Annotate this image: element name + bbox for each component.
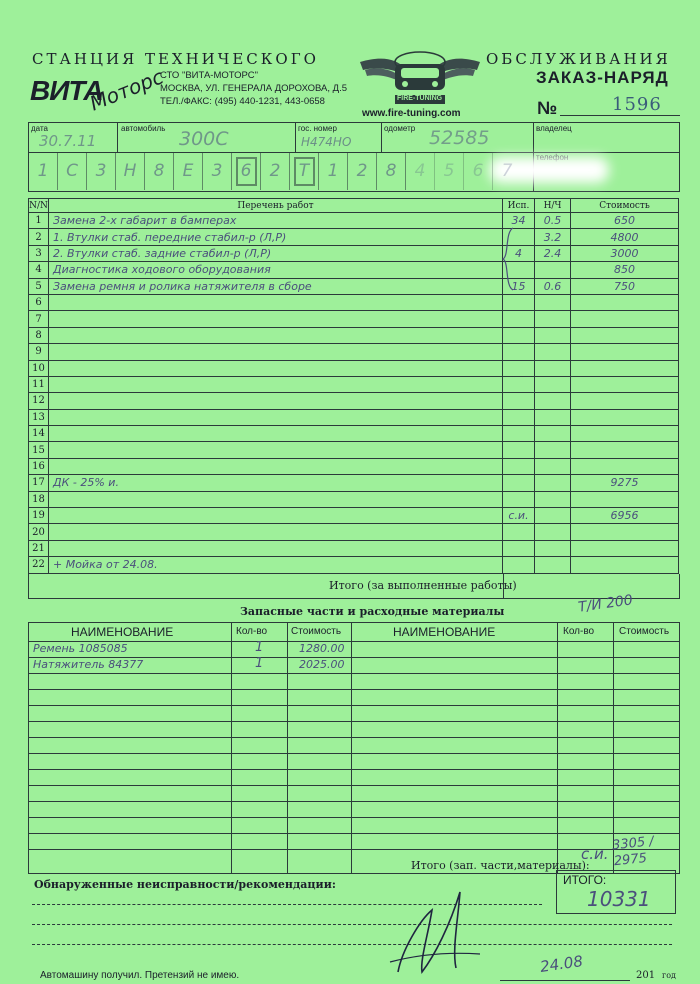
work-row-exec: с.и. [503,508,535,524]
parts-grid-line [29,737,679,738]
work-row-num: 22 [29,557,49,573]
work-row-cost [571,327,679,343]
works-total-label: Итого (за выполненные работы) [329,578,517,592]
company-phone: ТЕЛ./ФАКС: (495) 440-1231, 443-0658 [160,96,325,107]
work-row-exec [503,540,535,556]
work-row-cost: 750 [571,278,679,294]
work-row-num: 14 [29,426,49,442]
work-row-hours [535,376,571,392]
work-row [29,213,679,229]
parts-grid-line [29,785,679,786]
vin-char: 8 [145,153,174,190]
work-row-text [49,360,503,376]
work-row-cost [571,491,679,507]
company-address: МОСКВА, УЛ. ГЕНЕРАЛА ДОРОХОВА, Д.5 [160,83,348,94]
work-row-hours [535,393,571,409]
owner-label: владелец [536,124,572,133]
bracket-mark [499,226,517,296]
parts-grid-line [29,721,679,722]
vin-char: 7 [501,161,513,181]
work-row-cost: 650 [571,213,679,229]
work-row-hours [535,344,571,360]
work-row-num: 1 [29,213,49,229]
col-list: Перечень работ [49,199,503,213]
vin-char: 2 [261,153,290,190]
work-row-exec: 4 [503,245,535,261]
work-row-cost [571,376,679,392]
work-row-cost: 9275 [571,475,679,491]
work-row-cost: 6956 [571,508,679,524]
work-row-exec: 15 [503,278,535,294]
work-row [29,262,679,278]
parts-total-prefix: с.и. [581,845,609,863]
parts-grid-line [29,833,679,834]
plate-label: гос. номер [298,124,337,133]
work-row-num: 11 [29,376,49,392]
work-row-num: 15 [29,442,49,458]
car-label: автомобиль [121,124,166,133]
vin-char: 3 [203,153,232,190]
work-row [29,229,679,245]
parts-grid-line [29,801,679,802]
plate-value: Н474НО [301,135,352,149]
odometer-value: 52585 [429,127,490,149]
date-label: дата [31,124,48,133]
brace-icon [499,226,517,292]
work-row-num: 21 [29,540,49,556]
work-row-cost [571,294,679,310]
website: www.fire-tuning.com [362,108,461,119]
col-exec: Исп. [503,199,535,213]
work-row-hours: 0.5 [535,213,571,229]
col-cost: Стоимость [571,199,679,213]
work-row-num: 2 [29,229,49,245]
year-label: 201 [636,970,656,981]
work-row-text: 2. Втулки стаб. задние стабил-р (Л,Р) [49,245,503,261]
work-row-text: 1. Втулки стаб. передние стабил-р (Л,Р) [49,229,503,245]
parts-total-label: Итого (зап. части,материалы): [411,859,590,872]
work-row-num: 16 [29,458,49,474]
parts-grid-line [29,689,679,690]
logo-vita: ВИТА [30,75,103,106]
work-row-exec [503,294,535,310]
order-number-value: 1596 [612,94,662,115]
vin-char: 2 [348,153,377,190]
work-row-exec [503,475,535,491]
work-row-num: 3 [29,245,49,261]
work-row-exec [503,344,535,360]
work-row-cost [571,409,679,425]
work-row-text [49,491,503,507]
parts-col-name-left: НАИМЕНОВАНИЕ [71,625,174,639]
work-row-text: ДК - 25% и. [49,475,503,491]
signature [380,880,500,984]
work-row-text: Диагностика ходового оборудования [49,262,503,278]
work-row-cost [571,360,679,376]
work-row [29,327,679,343]
work-row-hours [535,491,571,507]
work-row-text [49,458,503,474]
work-row-text [49,311,503,327]
parts-grid-line [29,673,679,674]
work-row-num: 8 [29,327,49,343]
work-row-text [49,344,503,360]
defects-label: Обнаруженные неисправности/рекомендации: [34,878,336,891]
work-row-text [49,442,503,458]
received-text: Автомашину получил. Претензий не имею. [40,970,240,981]
parts-row-qty: 1 [255,640,264,655]
work-row-hours [535,524,571,540]
work-row-num: 4 [29,262,49,278]
work-row-num: 18 [29,491,49,507]
work-row-text [49,376,503,392]
vin-char: 6 [464,153,493,190]
work-row-num: 10 [29,360,49,376]
parts-col-cost-right: Стоимость [619,626,670,637]
vin-char: 1 [29,153,58,190]
works-table-wrap [28,198,680,599]
work-row-hours [535,262,571,278]
parts-grid-line [29,817,679,818]
work-row-num: 13 [29,409,49,425]
vin-char: 3 [87,153,116,190]
title-right: ОБСЛУЖИВАНИЯ [486,50,671,68]
work-row-hours [535,540,571,556]
work-row-cost [571,426,679,442]
grand-total-label: ИТОГО: [563,873,607,887]
work-row-hours [535,311,571,327]
vin-char: Н [116,153,145,190]
work-row-text [49,294,503,310]
work-row-cost [571,557,679,573]
vin-char: 5 [435,153,464,190]
parts-grid-line [29,769,679,770]
work-row [29,426,679,442]
work-row-text [49,426,503,442]
work-row-exec [503,442,535,458]
work-row-cost [571,393,679,409]
work-row-hours [535,327,571,343]
work-row [29,508,679,524]
work-row-hours [535,557,571,573]
parts-row-name: Натяжитель 84377 [33,658,144,671]
order-number-label: № [537,98,558,118]
work-row-hours [535,442,571,458]
work-row-cost [571,442,679,458]
work-row-cost [571,311,679,327]
work-row-hours [535,409,571,425]
work-row-exec [503,376,535,392]
defects-line-3 [32,944,672,945]
parts-total-values: 3305 / 2975 [611,834,655,870]
work-row-num: 20 [29,524,49,540]
defects-line-2 [32,924,672,925]
work-row-exec [503,409,535,425]
order-number-line [560,115,680,116]
work-row-exec [503,360,535,376]
vin-char: 1 [319,153,348,190]
parts-row-name: Ремень 1085085 [33,642,128,655]
date-line [500,980,630,981]
date-value: 30.7.11 [39,132,97,150]
signature-mark [380,880,500,980]
grand-total-box [556,870,676,914]
works-table [28,198,679,574]
parts-row-cost: 1280.00 [299,642,345,655]
work-row [29,376,679,392]
work-row-num: 7 [29,311,49,327]
work-row-hours: 0.6 [535,278,571,294]
work-row-num: 6 [29,294,49,310]
work-row-num: 12 [29,393,49,409]
company-name: СТО "ВИТА-МОТОРС" [160,70,259,81]
margin-note: Т/И 200 [577,592,634,616]
doc-type: ЗАКАЗ-НАРЯД [536,68,669,87]
work-row-exec [503,327,535,343]
work-row-text [49,327,503,343]
work-row-text [49,508,503,524]
work-row [29,458,679,474]
work-row-hours [535,426,571,442]
work-row-exec [503,311,535,327]
title-left: СТАНЦИЯ ТЕХНИЧЕСКОГО [32,50,319,68]
work-row [29,540,679,556]
year-suffix: год [662,971,676,980]
work-row-exec [503,491,535,507]
parts-col-name-right: НАИМЕНОВАНИЕ [393,625,496,639]
work-row-text: Замена 2-х габарит в бамперах [49,213,503,229]
work-row [29,278,679,294]
work-row [29,491,679,507]
work-row-cost: 850 [571,262,679,278]
work-row-hours: 3.2 [535,229,571,245]
work-row-cost [571,344,679,360]
parts-col-cost-left: Стоимость [291,626,342,637]
work-row-hours [535,360,571,376]
works-total-row [28,574,680,599]
work-row [29,475,679,491]
work-row-exec [503,426,535,442]
vin-char: 4 [406,153,435,190]
work-row-exec: 34 [503,213,535,229]
work-row-num: 5 [29,278,49,294]
logo-motors: Моторс [86,64,167,116]
work-row-num: 19 [29,508,49,524]
vin-char: Е [174,153,203,190]
parts-col-qty-left: Кол-во [236,626,268,637]
work-row [29,409,679,425]
work-row-text [49,409,503,425]
work-row-text [49,393,503,409]
vin-char: 6 [232,153,261,190]
work-row-hours [535,475,571,491]
work-row-text: Замена ремня и ролика натяжителя в сборе [49,278,503,294]
parts-title: Запасные части и расходные материалы [240,605,505,618]
parts-grid-line [29,753,679,754]
work-row-exec [503,524,535,540]
vin-char: С [58,153,87,190]
work-row-exec [503,557,535,573]
work-row-hours [535,294,571,310]
work-row [29,524,679,540]
work-row-hours [535,458,571,474]
work-row [29,442,679,458]
col-num: N/N [29,200,48,211]
parts-grid [28,622,680,874]
emblem-text: FIRE-TUNING [397,95,443,102]
work-row [29,344,679,360]
work-row [29,557,679,573]
work-row-cost [571,458,679,474]
car-value: 300С [179,128,229,150]
col-hours: Н/Ч [535,199,571,213]
work-row-num: 9 [29,344,49,360]
footer-date: 24.08 [538,952,584,976]
work-row-cost [571,540,679,556]
odometer-label: одометр [384,124,416,133]
parts-col-qty-right: Кол-во [563,626,595,637]
parts-row-qty: 1 [255,656,264,671]
work-row [29,311,679,327]
work-row-exec [503,393,535,409]
work-row-hours: 2.4 [535,245,571,261]
work-row [29,393,679,409]
work-row-text [49,524,503,540]
work-row-cost [571,524,679,540]
work-row-exec [503,458,535,474]
work-row-hours [535,508,571,524]
work-row-text [49,540,503,556]
vin-char: 8 [377,153,406,190]
work-row-num: 17 [29,475,49,491]
info-grid [28,122,680,192]
work-row [29,245,679,261]
parts-row-cost: 2025.00 [299,658,345,671]
vin-row [29,153,521,190]
work-row [29,294,679,310]
grand-total-value: 10331 [587,887,651,911]
work-row [29,360,679,376]
work-row-cost: 3000 [571,245,679,261]
vin-char: Т [290,153,319,190]
parts-grid-line [29,705,679,706]
work-row-text: + Мойка от 24.08. [49,557,503,573]
work-row-cost: 4800 [571,229,679,245]
